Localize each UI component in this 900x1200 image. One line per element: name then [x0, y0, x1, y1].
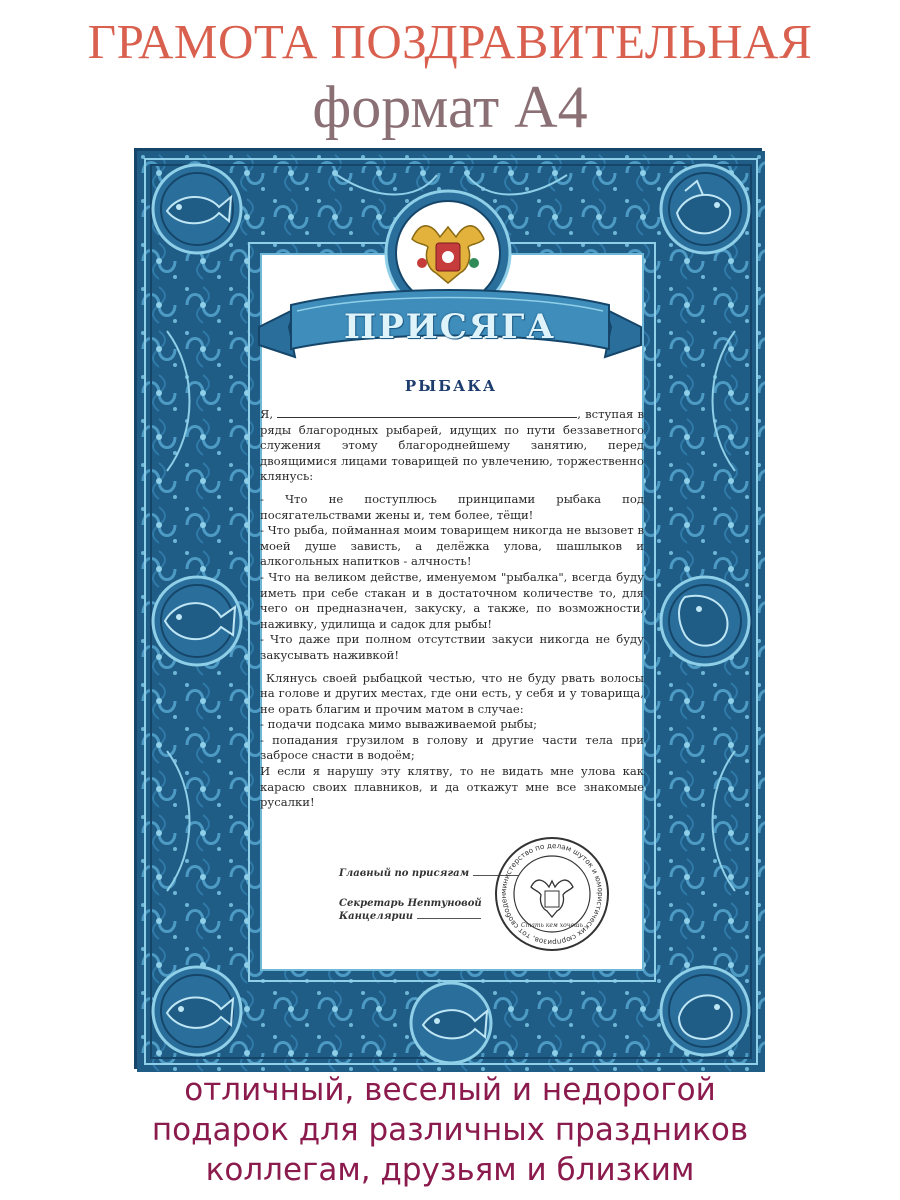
- fish-medallion-top-left: [153, 165, 241, 253]
- promo-line-1: отличный, веселый и недорогой: [184, 1072, 716, 1108]
- case-1: - подачи подсака мимо вываживаемой рыбы;: [260, 717, 538, 732]
- signature-secretary-label: Секретарь Нептуновой: [339, 898, 482, 909]
- signature-line: [417, 918, 481, 919]
- official-stamp: [493, 835, 611, 953]
- promo-line-2: подарок для различных праздников: [151, 1112, 749, 1148]
- title-ribbon: [255, 279, 645, 375]
- product-title: ГРАМОТА ПОЗДРАВИТЕЛЬНАЯ: [87, 14, 813, 69]
- swear-paragraph: Клянусь своей рыбацкой честью, что не буду рвать волосы на голове и других местах, где они есть, у себя и у товарища, не орать благим и прочим матом в случае:: [260, 670, 644, 716]
- banner-subtitle: РЫБАКА: [404, 377, 498, 395]
- fish-medallion-bottom-right: [661, 967, 749, 1055]
- promo-line-3: коллегам, друзьям и близким: [205, 1152, 695, 1188]
- signature-chief-label: Главный по присягам: [339, 868, 470, 879]
- stamp-motto: Стать кем хочешь: [521, 922, 583, 929]
- fish-medallion-bottom-center: [411, 983, 491, 1063]
- vow-2: - Что рыба, пойманная моим товарищем никогда не вызовет в моей душе зависть, а делёжка улова, шашлыков и алкогольных напитков - алчность!: [260, 523, 644, 569]
- promo-footer: [0, 1070, 900, 1190]
- oath-body: [260, 407, 644, 811]
- oath-intro: Я, , вступая в ряды благородных рыбарей, идущих по пути беззаветного служения этому благороднейшему занятию, перед двоящимися лицами товарищей по увлечению, торжественно клянусь:: [260, 407, 644, 484]
- case-2: - попадания грузилом в голову и другие части тела при забросе снасти в водоём;: [260, 732, 644, 763]
- banner-title: ПРИСЯГА: [343, 307, 556, 347]
- fish-medallion-top-right: [661, 165, 749, 253]
- fish-medallion-right: [661, 577, 749, 665]
- product-format: формат А4: [312, 74, 588, 140]
- name-blank-line: [277, 408, 577, 418]
- vow-4: - Что даже при полном отсутствии закуси никогда не буду закусывать наживкой!: [260, 632, 644, 662]
- fish-medallion-bottom-left: [153, 967, 241, 1055]
- vow-3: - Что на великом действе, именуемом "рыбалка", всегда буду иметь при себе стакан и в достаточном количестве то, для чего он предназначен, закуску, а также, по возможности, наживку, удилища и садок для рыбы!: [260, 569, 644, 631]
- signature-secretary-label-2: Канцелярии: [339, 911, 414, 922]
- closing-paragraph: И если я нарушу эту клятву, то не видать мне улова как карасю своих плавников, и да откажут мне все знакомые русалки!: [260, 764, 644, 810]
- stamp-ring-text: министерство по делам шуток и юмористических сюрпризов, тот свободен: [498, 840, 606, 948]
- certificate-image: [134, 148, 762, 1069]
- vow-1: - Что не поступлюсь принципами рыбака под посягательствами жены и, тем более, тёщи!: [260, 491, 644, 522]
- fish-medallion-left: [153, 577, 241, 665]
